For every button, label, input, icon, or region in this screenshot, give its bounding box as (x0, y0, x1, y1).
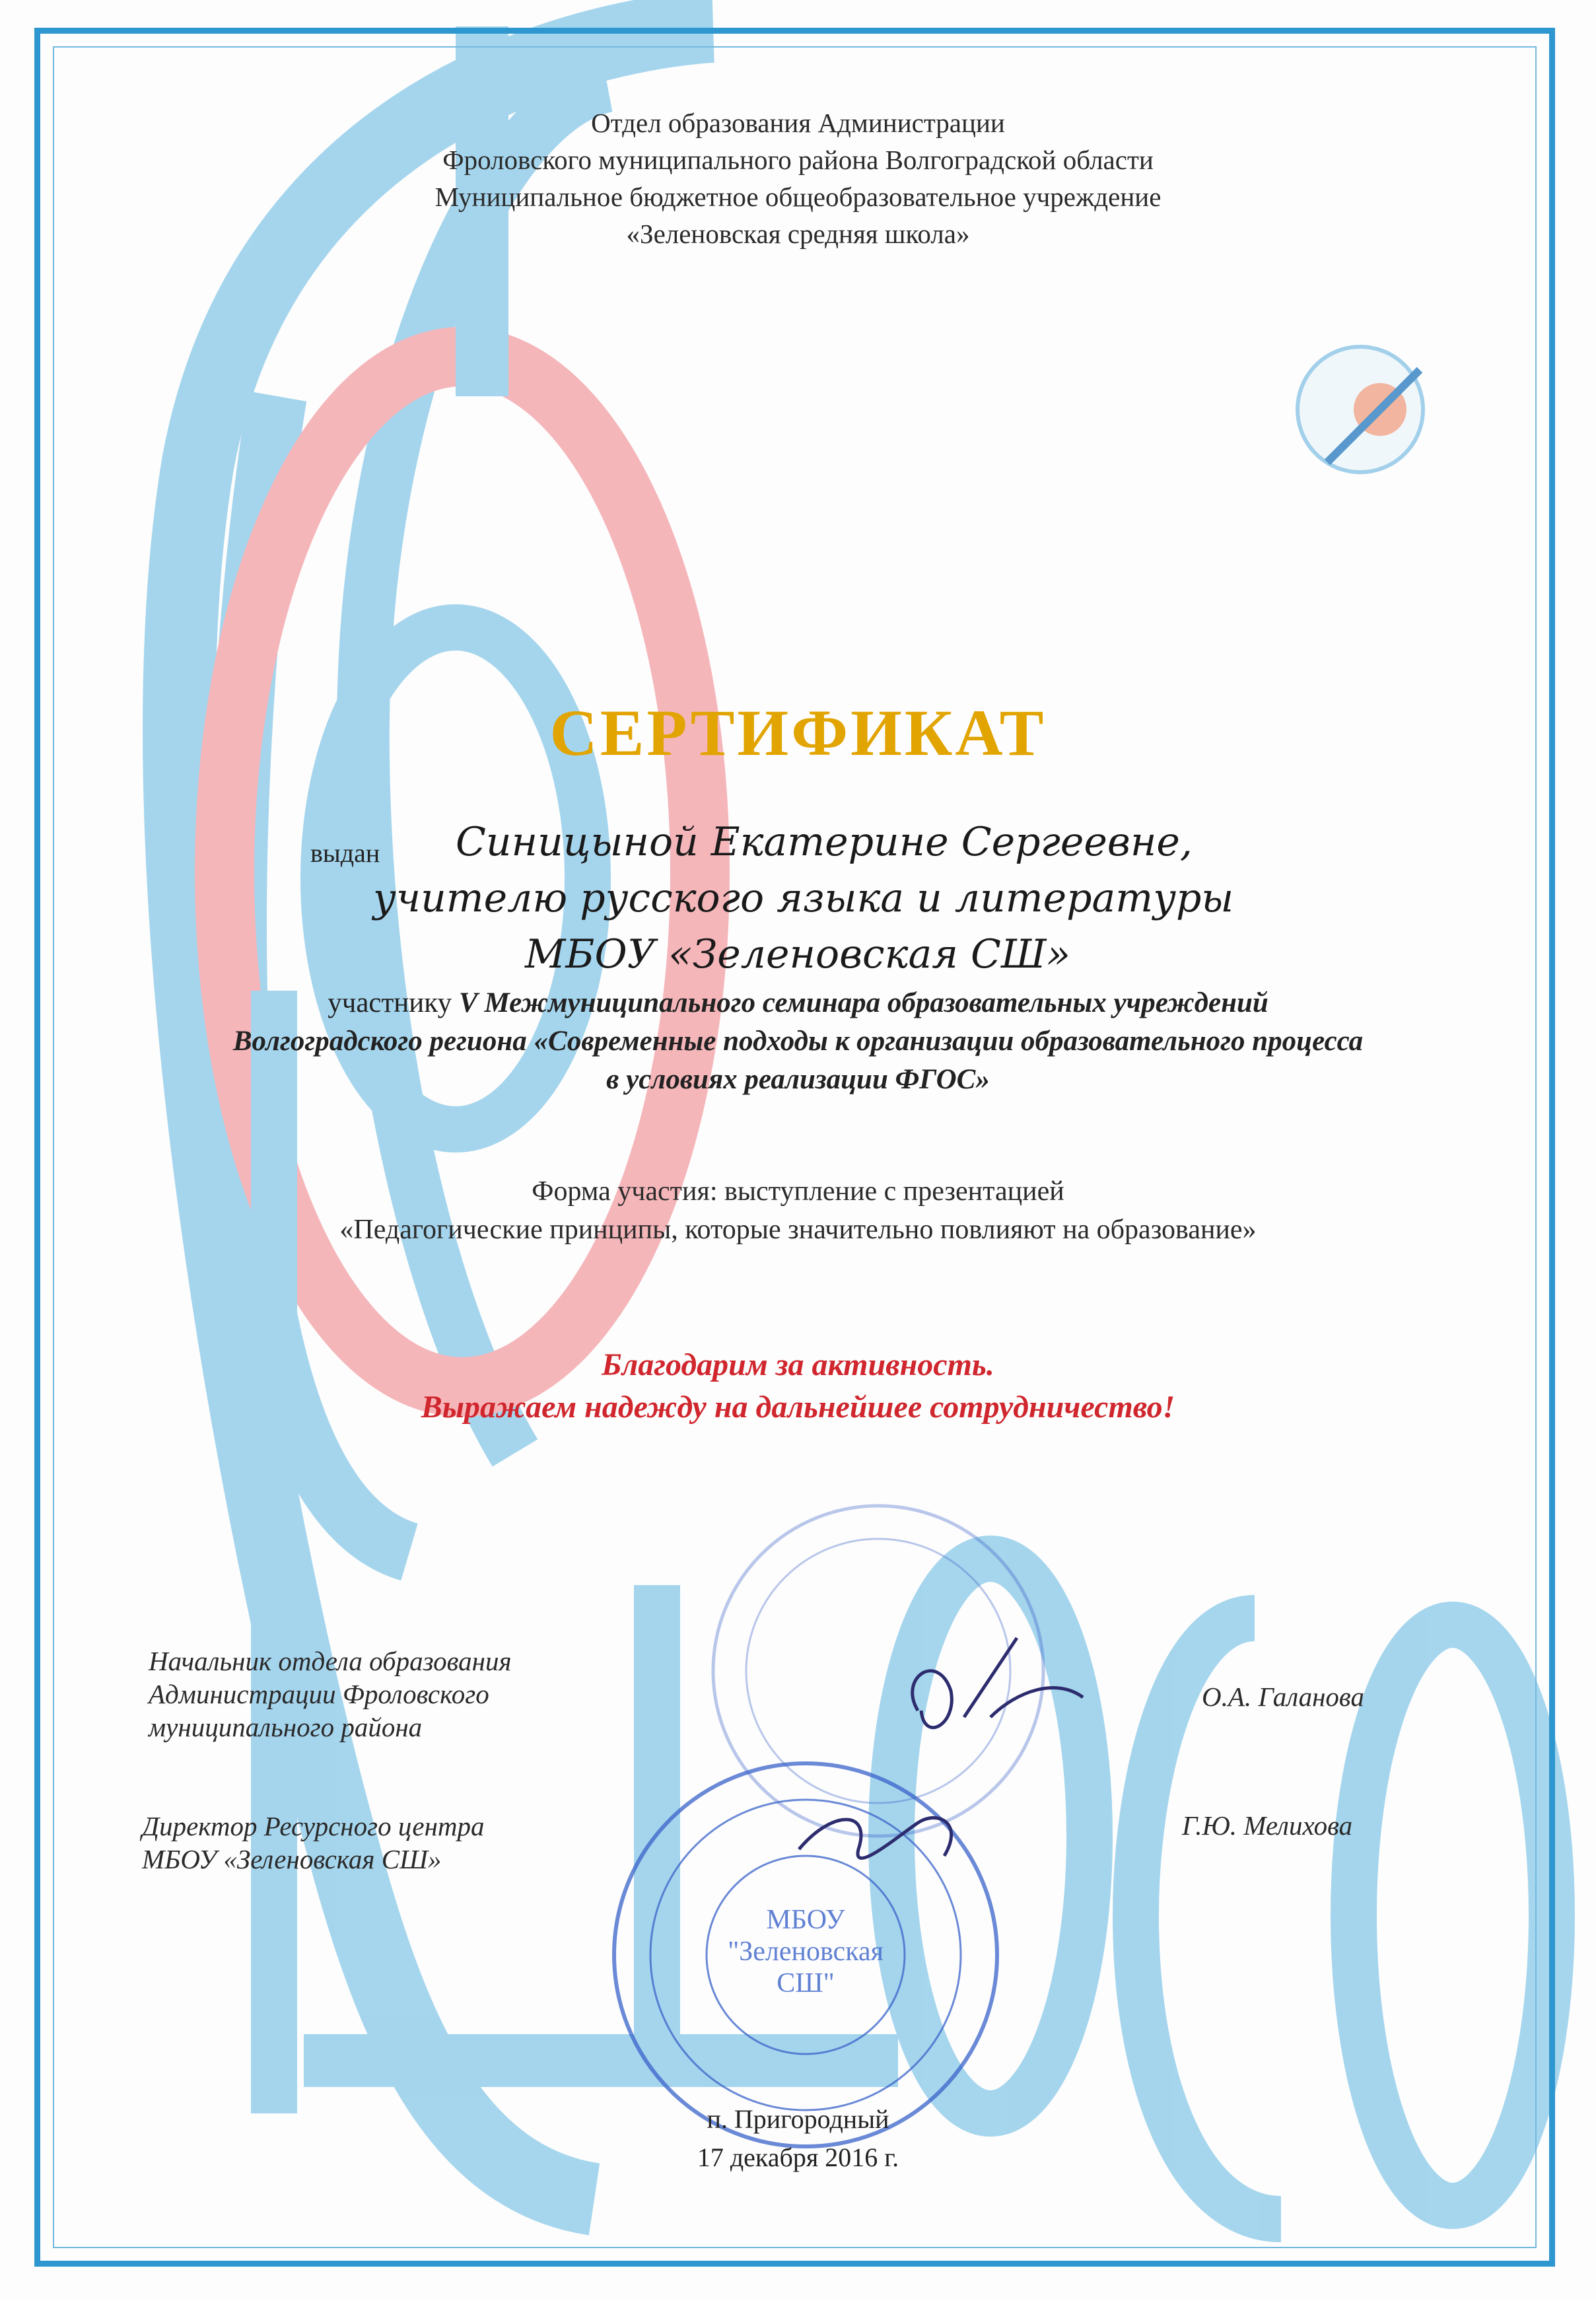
recipient-name: Синицыной Екатерине Сергеевне, (456, 819, 1193, 865)
signatory-1-name: О.А. Галанова (1202, 1682, 1364, 1712)
issuer-line-4: «Зеленовская средняя школа» (626, 219, 970, 249)
seminar-prefix: участнику (328, 987, 459, 1018)
signatory-1-title-line-3: муниципального района (149, 1712, 423, 1742)
issue-place-date (0, 2100, 1596, 2177)
stamp-center-line-2: "Зеленовская (728, 1936, 884, 1967)
issued-label: выдан (310, 838, 380, 868)
participation-form-line: Форма участия: выступление с презентацией (532, 1176, 1064, 1207)
stamp-center-line-1: МБОУ (766, 1905, 845, 1935)
issue-place: п. Пригородный (707, 2104, 889, 2134)
signatory-1-title-line-2: Администрации Фроловского (149, 1679, 489, 1709)
issue-date: 17 декабря 2016 г. (697, 2142, 899, 2172)
issuer-line-2: Фроловского муниципального района Волгоградской области (442, 145, 1154, 175)
recipient-school: МБОУ «Зеленовская СШ» (525, 931, 1071, 977)
signatory-1-title-line-1: Начальник отдела образования (149, 1646, 512, 1676)
stamp-center-line-3: СШ" (777, 1968, 835, 1999)
signatory-1-title (149, 1645, 512, 1744)
seminar-line-2: Волгоградского региона «Современные подходы к организации образовательного процесса (232, 1026, 1364, 1057)
signatory-2-title (142, 1810, 485, 1876)
seminar-title-start: V Межмуниципального семинара образовательных учреждений (458, 987, 1268, 1018)
signatory-2-title-line-2: МБОУ «Зеленовская СШ» (142, 1844, 442, 1874)
recipient-position: учителю русского языка и литературы (373, 875, 1234, 921)
presentation-topic: «Педагогические принципы, которые значительно повлияют на образование» (339, 1215, 1257, 1245)
issuer-line-3: Муниципальное бюджетное общеобразовательное учреждение (434, 182, 1162, 212)
issuer-line-1: Отдел образования Администрации (591, 108, 1005, 138)
thanks-line-1: Благодарим за активность. (602, 1347, 994, 1382)
seminar-line-3: в условиях реализации ФГОС» (606, 1064, 990, 1095)
signatory-2-title-line-1: Директор Ресурсного центра (142, 1811, 485, 1841)
certificate-title: СЕРТИФИКАТ (549, 696, 1047, 769)
signatory-2-name: Г.Ю. Мелихова (1182, 1810, 1353, 1841)
thanks-line-2: Выражаем надежду на дальнейшее сотрудничество! (421, 1390, 1175, 1425)
